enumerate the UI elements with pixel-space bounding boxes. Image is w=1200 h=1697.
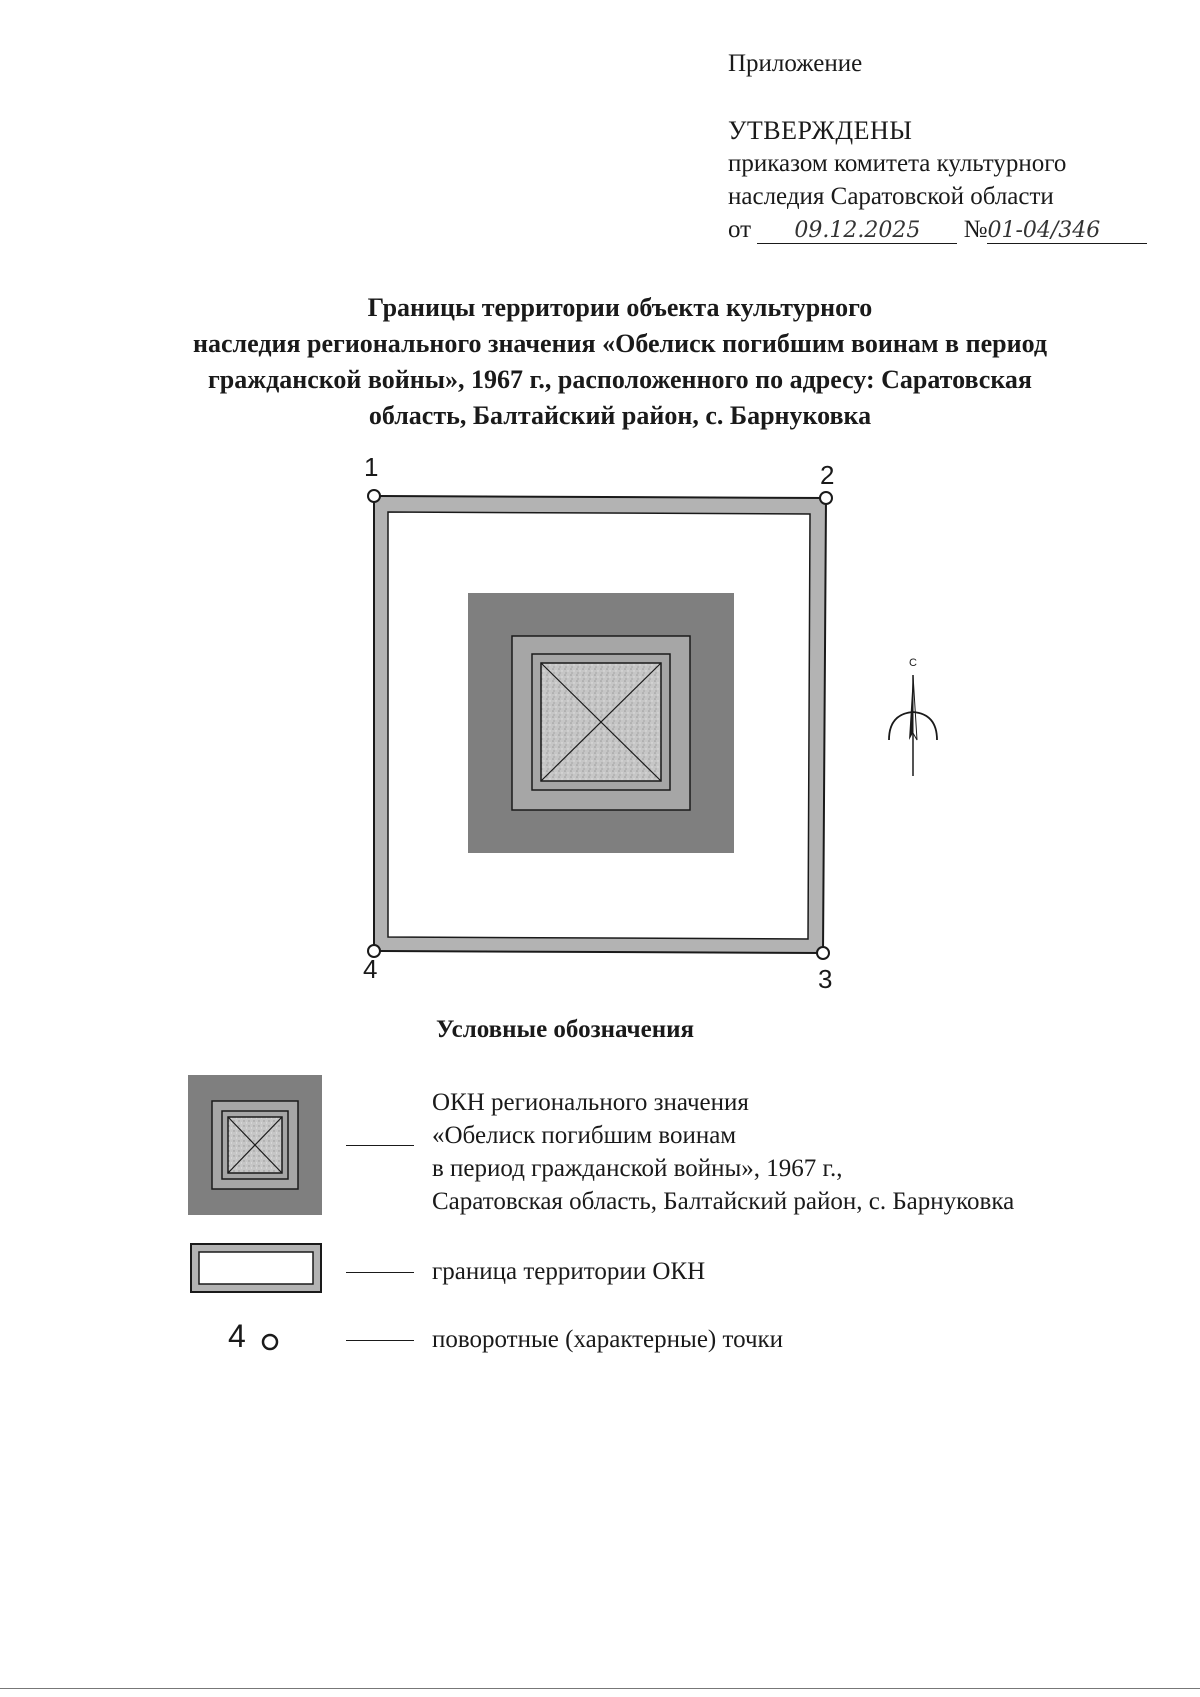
order-number: 01-04/346: [987, 219, 1147, 244]
turning-point-3-marker: [817, 947, 829, 959]
legend-boundary-symbol: [190, 1243, 324, 1295]
turning-point-1-marker: [368, 490, 380, 502]
legend-okn-symbol: [188, 1075, 324, 1217]
page-bottom-divider: [0, 1688, 1200, 1689]
turning-point-3-label: 3: [818, 964, 833, 994]
legend-boundary-dash: [346, 1272, 414, 1273]
north-label: С: [909, 657, 917, 669]
legend-okn-line-1: ОКН регионального значения: [432, 1089, 749, 1116]
legend-okn-line-4: Саратовская область, Балтайский район, с. Барнуковка: [432, 1188, 1015, 1215]
legend-points-dash: [346, 1340, 414, 1341]
number-prefix: №: [963, 216, 988, 243]
order-date-number: [728, 216, 1147, 244]
legend-okn-line-3: в период гражданской войны», 1967 г.,: [432, 1155, 843, 1182]
date-prefix: от: [728, 216, 752, 243]
order-issuer-line-2: наследия Саратовской области: [728, 183, 1054, 210]
turning-point-2-label: 2: [820, 460, 835, 490]
document-title: [150, 290, 1090, 434]
turning-point-1-label: 1: [364, 452, 379, 482]
turning-point-4-label: 4: [363, 954, 378, 984]
okn-object: [468, 593, 734, 853]
north-arrow-icon: [889, 657, 937, 776]
territory-map: [0, 440, 1200, 1000]
order-date: 09.12.2025: [757, 219, 957, 244]
legend-okn-line-2: «Обелиск погибшим воинам: [432, 1122, 737, 1149]
title-line-3: гражданской войны», 1967 г., расположенного по адресу: Саратовская: [207, 365, 1032, 394]
title-line-1: Границы территории объекта культурного: [367, 293, 873, 322]
legend-point-marker-icon: [258, 1330, 282, 1354]
title-line-2: наследия регионального значения «Обелиск погибшим воинам в период: [193, 329, 1047, 358]
title-line-4: область, Балтайский район, с. Барнуковка: [368, 401, 872, 430]
order-issuer-line-1: приказом комитета культурного: [728, 150, 1067, 177]
legend-point-sample-label: 4: [228, 1318, 246, 1354]
appendix-label: Приложение: [728, 50, 863, 77]
approved-label: УТВЕРЖДЕНЫ: [728, 116, 913, 145]
legend-okn-description: [432, 1086, 1014, 1218]
legend-boundary-description: граница территории ОКН: [432, 1258, 706, 1285]
legend-title: Условные обозначения: [436, 1016, 695, 1043]
turning-point-2-marker: [820, 492, 832, 504]
legend-okn-dash: [346, 1145, 414, 1146]
legend-points-description: поворотные (характерные) точки: [432, 1326, 784, 1353]
